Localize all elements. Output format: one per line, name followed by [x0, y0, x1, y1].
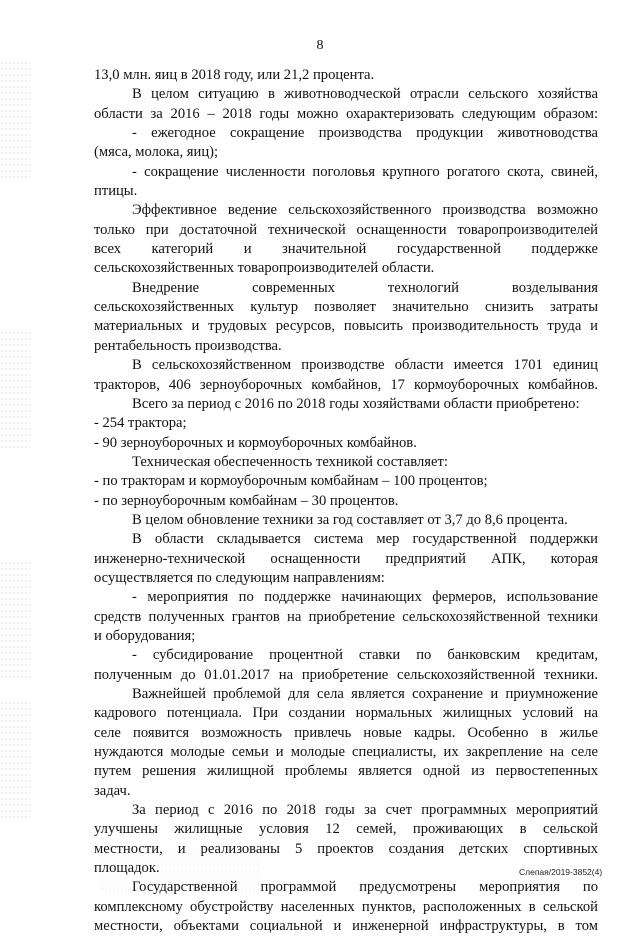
document-code: Слепая/2019-3852(4): [519, 867, 603, 877]
scan-noise: [0, 60, 30, 180]
text-line: улучшены жилищные условия 12 семей, проживающих в сельской: [94, 821, 598, 838]
text-line: Всего за период с 2016 по 2018 годы хозяйствами области приобретено:: [132, 395, 580, 412]
text-line: сельскохозяйственных культур позволяет значительно снизить затраты: [94, 299, 598, 316]
text-line: всех категорий и значительной государственной поддержке: [94, 241, 598, 258]
text-line: рентабельность производства.: [94, 337, 282, 354]
text-line: - сокращение численности поголовья крупного рогатого скота, свиней,: [132, 163, 598, 180]
scan-noise: [0, 330, 30, 450]
text-line: 13,0 млн. яиц в 2018 году, или 21,2 процента.: [94, 67, 375, 83]
text-line: только при достаточной технической оснащенности товаропроизводителей: [94, 221, 598, 238]
text-line: области за 2016 – 2018 годы можно охарактеризовать следующим образом:: [94, 105, 598, 122]
text-line: инженерно-технической оснащенности предприятий АПК, которая: [94, 550, 598, 567]
text-line: средств полученных грантов на приобретение сельскохозяйственной техники: [94, 608, 598, 625]
text-line: Техническая обеспеченность техникой составляет:: [132, 453, 448, 470]
text-line: - мероприятия по поддержке начинающих фермеров, использование: [132, 589, 598, 606]
text-line: кадрового потенциала. При создании нормальных жилищных условий на: [94, 705, 598, 722]
text-line: сельскохозяйственных товаропроизводителей области.: [94, 260, 435, 277]
text-line: нуждаются молодые семьи и молодые специалисты, их закрепление на селе: [94, 744, 598, 761]
text-line: птицы.: [94, 183, 138, 200]
text-line: - по зерноуборочным комбайнам – 30 процентов.: [94, 492, 399, 509]
text-line: тракторов, 406 зерноуборочных комбайнов, 17 кормоуборочных комбайнов.: [94, 376, 598, 393]
text-line: местности, и реализованы 5 проектов создания детских спортивных: [94, 840, 598, 857]
text-line: (мяса, молока, яиц);: [94, 144, 219, 161]
scan-noise: [0, 700, 30, 820]
text-line: - по тракторам и кормоуборочным комбайнам – 100 процентов;: [94, 473, 488, 490]
text-line: В целом обновление техники за год составляет от 3,7 до 8,6 процента.: [132, 511, 568, 528]
text-line: площадок.: [94, 860, 160, 877]
document-body: [94, 66, 598, 936]
text-line: - ежегодное сокращение производства продукции животноводства: [132, 125, 598, 142]
text-line: Эффективное ведение сельскохозяйственного производства возможно: [132, 202, 598, 219]
text-line: - субсидирование процентной ставки по банковским кредитам,: [132, 647, 598, 664]
text-line: В области складывается система мер государственной поддержки: [132, 531, 598, 548]
text-line: и оборудования;: [94, 627, 196, 644]
text-line: В целом ситуацию в животноводческой отрасли сельского хозяйства: [132, 86, 598, 103]
text-line: местности, объектами социальной и инженерной инфраструктуры, в том: [94, 918, 598, 935]
text-line: осуществляется по следующим направлениям:: [94, 569, 385, 586]
text-line: Государственной программой предусмотрены мероприятия по: [132, 879, 598, 896]
text-line: Внедрение современных технологий возделывания: [132, 279, 598, 296]
text-line: В сельскохозяйственном производстве области имеется 1701 единиц: [132, 357, 598, 374]
text-line: комплексному обустройству населенных пунктов, расположенных в сельской: [94, 898, 598, 915]
text-line: путем решения жилищной проблемы является одной из первостепенных: [94, 763, 598, 780]
text-line: За период с 2016 по 2018 годы за счет программных мероприятий: [132, 802, 598, 819]
scan-noise: [0, 560, 30, 680]
text-line: полученным до 01.01.2017 на приобретение сельскохозяйственной техники.: [94, 666, 598, 683]
text-line: задач.: [94, 782, 131, 799]
text-line: - 90 зерноуборочных и кормоуборочных комбайнов.: [94, 434, 417, 451]
text-line: материальных и трудовых ресурсов, повысить производительность труда и: [94, 318, 598, 335]
page-number: 8: [316, 38, 324, 53]
text-line: селе появится возможность привлечь новые кадры. Особенно в жилье: [94, 724, 598, 741]
text-line: - 254 трактора;: [94, 415, 187, 432]
text-line: Важнейшей проблемой для села является сохранение и приумножение: [132, 686, 598, 702]
